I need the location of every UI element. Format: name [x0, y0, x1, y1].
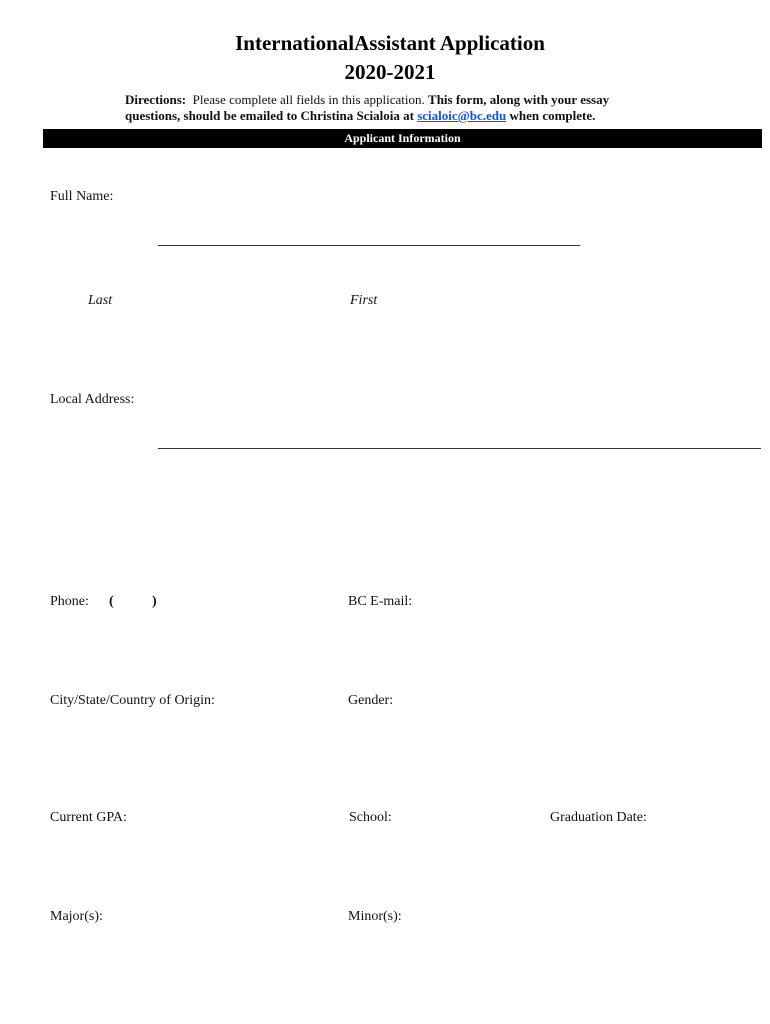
directions-line-1: [125, 92, 725, 108]
first-name-caption: First: [350, 293, 378, 308]
directions-line-2: [125, 108, 725, 124]
bc-email-label: BC E-mail:: [348, 594, 413, 609]
local-address-label: Local Address:: [50, 392, 135, 407]
last-name-caption: Last: [88, 293, 113, 308]
directions: [125, 92, 725, 124]
majors-label: Major(s):: [50, 909, 103, 924]
local-address-line[interactable]: [158, 448, 761, 449]
directions-label: Directions:: [125, 92, 187, 107]
full-name-line[interactable]: [158, 245, 580, 246]
minors-label: Minor(s):: [348, 909, 402, 924]
full-name-label: Full Name:: [50, 189, 114, 204]
directions-bold-a: This form, along with your essay: [428, 92, 610, 107]
directions-bold-b: questions, should be emailed to Christina Scialoia at: [125, 108, 414, 123]
origin-label: City/State/Country of Origin:: [50, 693, 215, 708]
form-year: 2020-2021: [344, 60, 436, 84]
directions-text: Please complete all fields in this application.: [192, 92, 425, 107]
section-bar-applicant-info: Applicant Information: [43, 129, 762, 148]
email-link[interactable]: scialoic@bc.edu: [417, 108, 507, 123]
gpa-label: Current GPA:: [50, 810, 127, 825]
phone-close-paren: ): [152, 594, 157, 609]
directions-bold-c: when complete.: [509, 108, 596, 123]
gender-label: Gender:: [348, 693, 394, 708]
graduation-date-label: Graduation Date:: [550, 810, 647, 825]
phone-open-paren: (: [109, 594, 114, 609]
phone-label: Phone:: [50, 594, 89, 609]
form-title: InternationalAssistant Application: [235, 31, 545, 55]
school-label: School:: [349, 810, 392, 825]
